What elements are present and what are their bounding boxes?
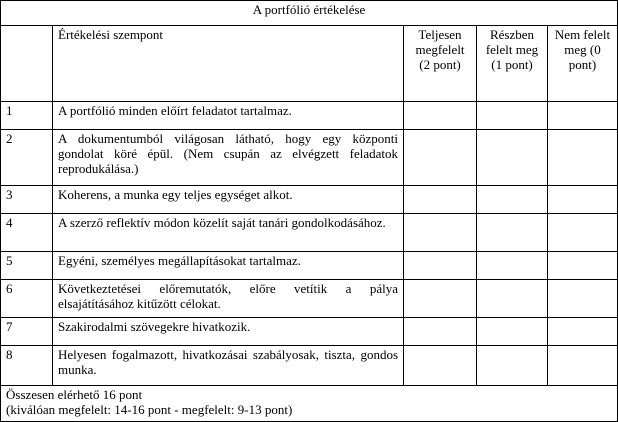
row-number: 6 <box>1 280 53 318</box>
row-number: 7 <box>1 318 53 346</box>
header-full-score: Teljesen megfelelt (2 pont) <box>404 26 477 102</box>
table-row <box>1 214 618 252</box>
table-row <box>1 102 618 130</box>
table-row <box>1 130 618 186</box>
footer-row <box>1 386 618 422</box>
score-none-cell <box>548 252 618 280</box>
row-number: 1 <box>1 102 53 130</box>
row-criterion: Helyesen fogalmazott, hivatkozásai szabályosak, tiszta, gondos munka. <box>53 346 404 386</box>
table-title: A portfólió értékelése <box>1 1 618 26</box>
table-row <box>1 318 618 346</box>
score-partial-cell <box>477 346 548 386</box>
score-none-cell <box>548 102 618 130</box>
row-number: 2 <box>1 130 53 186</box>
total-points-note <box>1 386 618 422</box>
score-partial-cell <box>477 252 548 280</box>
row-criterion: A szerző reflektív módon közelít saját tanári gondolkodásához. <box>53 214 404 252</box>
row-criterion: Egyéni, személyes megállapításokat tartalmaz. <box>53 252 404 280</box>
row-number: 5 <box>1 252 53 280</box>
score-full-cell <box>404 280 477 318</box>
row-number: 3 <box>1 186 53 214</box>
table-row <box>1 186 618 214</box>
table-row <box>1 252 618 280</box>
row-criterion: Koherens, a munka egy teljes egységet alkot. <box>53 186 404 214</box>
header-row <box>1 26 618 102</box>
table-row <box>1 280 618 318</box>
row-criterion: Szakirodalmi szövegekre hivatkozik. <box>53 318 404 346</box>
score-full-cell <box>404 346 477 386</box>
score-none-cell <box>548 214 618 252</box>
score-none-cell <box>548 130 618 186</box>
score-partial-cell <box>477 214 548 252</box>
score-full-cell <box>404 130 477 186</box>
score-full-cell <box>404 186 477 214</box>
score-none-cell <box>548 318 618 346</box>
score-none-cell <box>548 346 618 386</box>
score-partial-cell <box>477 130 548 186</box>
row-criterion: A dokumentumból világosan látható, hogy egy központi gondolat köré épül. (Nem csupán az elvégzett feladatok reprodukálása.) <box>53 130 404 186</box>
score-full-cell <box>404 252 477 280</box>
table-row <box>1 346 618 386</box>
score-none-cell <box>548 186 618 214</box>
score-full-cell <box>404 102 477 130</box>
row-criterion: A portfólió minden előírt feladatot tartalmaz. <box>53 102 404 130</box>
score-partial-cell <box>477 280 548 318</box>
header-criterion: Értékelési szempont <box>53 26 404 102</box>
row-number: 4 <box>1 214 53 252</box>
score-none-cell <box>548 280 618 318</box>
score-partial-cell <box>477 318 548 346</box>
row-number: 8 <box>1 346 53 386</box>
score-full-cell <box>404 318 477 346</box>
score-partial-cell <box>477 102 548 130</box>
grade-thresholds-line: (kiválóan megfelelt: 14-16 pont - megfelelt: 9-13 pont) <box>6 402 293 417</box>
header-no-score: Nem felelt meg (0 pont) <box>548 26 618 102</box>
header-partial-score: Részben felelt meg (1 pont) <box>477 26 548 102</box>
title-row <box>1 1 618 26</box>
score-partial-cell <box>477 186 548 214</box>
header-number <box>1 26 53 102</box>
score-full-cell <box>404 214 477 252</box>
row-criterion: Következtetései előremutatók, előre vetítik a pálya elsajátításához kitűzött célokat. <box>53 280 404 318</box>
total-points-line: Összesen elérhető 16 pont <box>6 387 143 402</box>
